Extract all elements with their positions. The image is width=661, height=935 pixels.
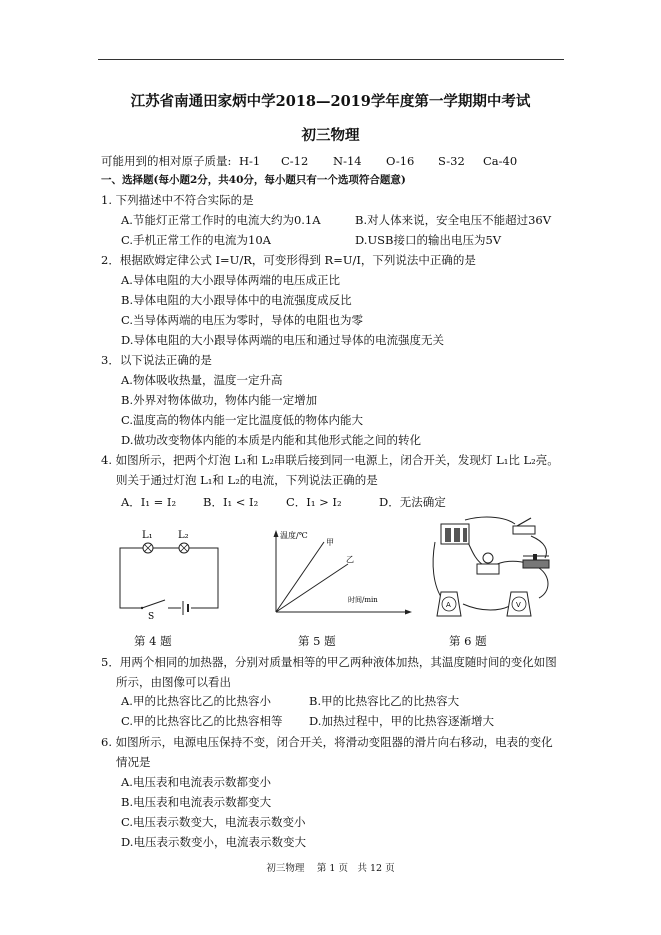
option-d: D.做功改变物体内能的本质是内能和其他形式能之间的转化	[121, 433, 421, 447]
rheostat-icon	[523, 554, 549, 568]
option-d: D.电压表示数变小，电流表示数变大	[121, 835, 306, 849]
question-stem: 1. 下列描述中不符合实际的是	[101, 193, 254, 207]
fig6-caption: 第 6 题	[449, 634, 487, 648]
mass-item: S-32	[438, 154, 465, 168]
option-b: B.电压表和电流表示数都变大	[121, 795, 272, 809]
option-a: A.甲的比热容比乙的比热容小	[121, 694, 271, 708]
option-c: C．I₁ > I₂	[286, 495, 342, 509]
mass-item: Ca-40	[483, 154, 518, 168]
header-rule	[98, 59, 564, 60]
option-b: B.导体电阻的大小跟导体中的电流强度成反比	[121, 293, 352, 307]
option-c: C.温度高的物体内能一定比温度低的物体内能大	[121, 413, 364, 427]
option-c: C.当导体两端的电压为零时，导体的电阻也为零	[121, 313, 364, 327]
mass-item: H-1	[239, 154, 261, 168]
y-axis-label: 温度/℃	[280, 531, 308, 540]
mass-item: N-14	[333, 154, 362, 168]
series-jia-line	[276, 542, 324, 612]
fig5-temperature-graph	[262, 526, 412, 618]
option-a: A.导体电阻的大小跟导体两端的电压成正比	[121, 273, 340, 287]
fig4-caption: 第 4 题	[134, 634, 172, 648]
option-d: D.加热过程中，甲的比热容逐渐增大	[309, 714, 494, 728]
battery-box-icon	[441, 524, 469, 544]
voltmeter-label: V	[516, 601, 521, 609]
option-a: A.电压表和电流表示数都变小	[121, 775, 271, 789]
question-stem-cont: 则关于通过灯泡 L₁和 L₂的电流，下列说法正确的是	[116, 473, 378, 487]
ammeter-label: A	[446, 601, 451, 609]
exam-title: 江苏省南通田家炳中学2018—2019学年度第一学期期中考试	[130, 93, 531, 110]
question-stem: 3．以下说法正确的是	[101, 353, 212, 367]
option-a: A．I₁ = I₂	[121, 495, 177, 509]
l1-label: L₁	[142, 530, 153, 541]
option-a: A.物体吸收热量，温度一定升高	[121, 373, 283, 387]
option-b: B.对人体来说，安全电压不能超过36V	[355, 213, 552, 227]
option-b: B.外界对物体做功，物体内能一定增加	[121, 393, 318, 407]
masses-label: 可能用到的相对原子质量:	[101, 154, 232, 168]
option-b: B.甲的比热容比乙的比热容大	[309, 694, 460, 708]
exam-subject: 初三物理	[301, 127, 360, 144]
question-stem-cont: 所示，由图像可以看出	[116, 675, 231, 689]
option-c: C.电压表示数变大，电流表示数变小	[121, 815, 306, 829]
mass-item: C-12	[281, 154, 309, 168]
page-footer: 初三物理 第 1 页 共 12 页	[266, 863, 395, 874]
option-b: B．I₁ < I₂	[203, 495, 259, 509]
switch-icon	[513, 518, 535, 534]
series-jia-label: 甲	[326, 538, 334, 547]
l2-label: L₂	[178, 530, 189, 541]
series-yi-label: 乙	[346, 555, 354, 564]
fig4-circuit-diagram	[108, 520, 228, 620]
option-d: D.USB接口的输出电压为5V	[355, 233, 502, 247]
voltmeter-icon	[507, 592, 531, 616]
option-d: D．无法确定	[379, 495, 446, 509]
x-axis-label: 时间/min	[348, 596, 378, 604]
option-c: C.甲的比热容比乙的比热容相等	[121, 714, 283, 728]
option-a: A.节能灯正常工作时的电流大约为0.1A	[121, 213, 321, 227]
series-yi-line	[276, 564, 348, 612]
question-stem-cont: 情况是	[116, 755, 151, 769]
section-heading: 一、选择题(每小题2分，共40分，每小题只有一个选项符合题意)	[101, 174, 406, 186]
fig6-circuit-apparatus	[427, 514, 555, 620]
fig5-caption: 第 5 题	[298, 634, 336, 648]
option-c: C.手机正常工作的电流为10A	[121, 233, 271, 247]
question-stem: 6. 如图所示，电源电压保持不变，闭合开关，将滑动变阻器的滑片向右移动，电表的变化	[101, 735, 553, 749]
ammeter-icon	[437, 592, 461, 616]
question-stem: 4. 如图所示，把两个灯泡 L₁和 L₂串联后接到同一电源上，闭合开关，发现灯 L₁比 L₂亮。	[101, 453, 559, 467]
question-stem: 5．用两个相同的加热器，分别对质量相等的甲乙两种液体加热，其温度随时间的变化如图	[101, 655, 557, 669]
option-d: D.导体电阻的大小跟导体两端的电压和通过导体的电流强度无关	[121, 333, 444, 347]
question-stem: 2．根据欧姆定律公式 I=U/R，可变形得到 R=U/I，下列说法中正确的是	[101, 253, 476, 267]
switch-label: S	[148, 612, 155, 620]
lamp-icon	[477, 553, 499, 574]
mass-item: O-16	[386, 154, 415, 168]
